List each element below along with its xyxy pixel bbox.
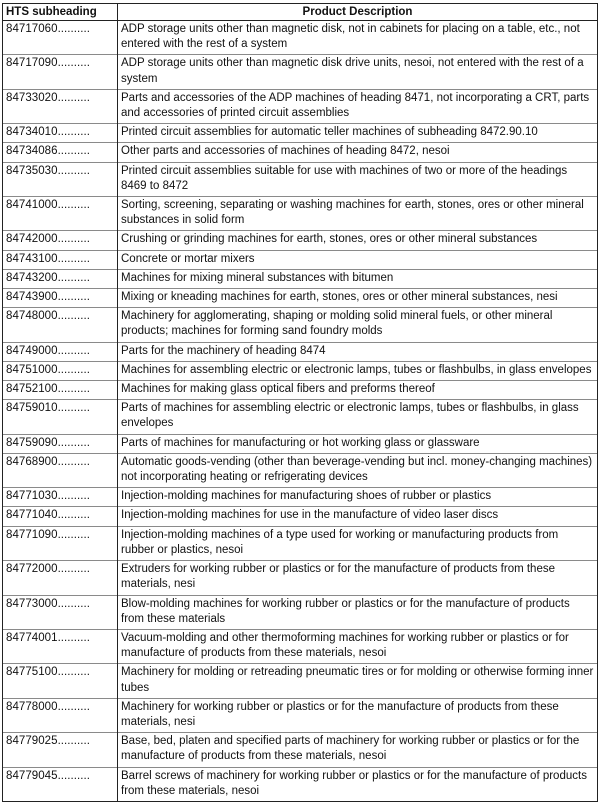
table-row	[3, 453, 598, 487]
table-row	[3, 526, 598, 560]
table-row	[3, 561, 598, 595]
product-description-cell: Barrel screws of machinery for working rubber or plastics or for the manufacture of products from these materials, nesoi	[118, 767, 598, 801]
hts-code-cell: 84743900..........	[3, 289, 118, 308]
product-description-cell: Concrete or mortar mixers	[118, 250, 598, 269]
table-row	[3, 342, 598, 361]
table-row	[3, 434, 598, 453]
table-row	[3, 308, 598, 342]
hts-code-cell: 84734010..........	[3, 124, 118, 143]
hts-code-cell: 84771040..........	[3, 507, 118, 526]
product-description-cell: Mixing or kneading machines for earth, stones, ores or other mineral substances, nesi	[118, 289, 598, 308]
hts-code-cell: 84752100..........	[3, 381, 118, 400]
product-description-cell: Blow-molding machines for working rubber or plastics or for the manufacture of products from these materials	[118, 595, 598, 629]
hts-code-cell: 84743200..........	[3, 269, 118, 288]
product-description-cell: Machines for assembling electric or electronic lamps, tubes or flashbulbs, in glass envelopes	[118, 361, 598, 380]
table-row	[3, 289, 598, 308]
hts-document	[2, 3, 597, 802]
product-description-cell: Machinery for agglomerating, shaping or molding solid mineral fuels, or other mineral products; machines for forming sand foundry molds	[118, 308, 598, 342]
hts-code-cell: 84759090..........	[3, 434, 118, 453]
table-row	[3, 595, 598, 629]
hts-code-cell: 84717090..........	[3, 55, 118, 89]
hts-code-cell: 84748000..........	[3, 308, 118, 342]
hts-table	[2, 3, 598, 802]
table-row	[3, 488, 598, 507]
hts-code-cell: 84733020..........	[3, 89, 118, 123]
hts-code-cell: 84775100..........	[3, 664, 118, 698]
product-description-cell: Vacuum-molding and other thermoforming machines for working rubber or plastics or for manufacture of products from these materials, nesoi	[118, 629, 598, 663]
table-row	[3, 507, 598, 526]
hts-code-cell: 84734086..........	[3, 143, 118, 162]
hts-code-cell: 84749000..........	[3, 342, 118, 361]
product-description-cell: Injection-molding machines for manufacturing shoes of rubber or plastics	[118, 488, 598, 507]
product-description-cell: Automatic goods-vending (other than beverage-vending but incl. money-changing machines) not incorporating heating or refrigerating devices	[118, 453, 598, 487]
hts-code-cell: 84759010..........	[3, 400, 118, 434]
hts-code-cell: 84772000..........	[3, 561, 118, 595]
product-description-cell: Parts of machines for manufacturing or hot working glass or glassware	[118, 434, 598, 453]
table-row	[3, 269, 598, 288]
product-description-cell: Machinery for working rubber or plastics or for the manufacture of products from these materials, nesi	[118, 698, 598, 732]
table-row	[3, 400, 598, 434]
table-row	[3, 197, 598, 231]
table-row	[3, 361, 598, 380]
product-description-cell: Parts for the machinery of heading 8474	[118, 342, 598, 361]
hts-code-cell: 84741000..........	[3, 197, 118, 231]
table-row	[3, 231, 598, 250]
product-description-cell: ADP storage units other than magnetic disk drive units, nesoi, not entered with the rest of a system	[118, 55, 598, 89]
table-row	[3, 250, 598, 269]
hts-code-cell: 84717060..........	[3, 21, 118, 55]
hts-code-cell: 84773000..........	[3, 595, 118, 629]
product-description-cell: Injection-molding machines of a type used for working or manufacturing products from rubber or plastics, nesoi	[118, 526, 598, 560]
table-header-row	[3, 4, 598, 21]
product-description-cell: Injection-molding machines for use in the manufacture of video laser discs	[118, 507, 598, 526]
product-description-cell: Parts and accessories of the ADP machines of heading 8471, not incorporating a CRT, parts and accessories of printed circuit assemblies	[118, 89, 598, 123]
hts-code-cell: 84771030..........	[3, 488, 118, 507]
table-row	[3, 21, 598, 55]
hts-code-cell: 84735030..........	[3, 162, 118, 196]
column-header-product-description: Product Description	[118, 4, 598, 21]
table-row	[3, 629, 598, 663]
product-description-cell: Crushing or grinding machines for earth, stones, ores or other mineral substances	[118, 231, 598, 250]
table-row	[3, 124, 598, 143]
hts-code-cell: 84779045..........	[3, 767, 118, 801]
hts-code-cell: 84751000..........	[3, 361, 118, 380]
table-row	[3, 381, 598, 400]
table-row	[3, 143, 598, 162]
product-description-cell: Printed circuit assemblies for automatic teller machines of subheading 8472.90.10	[118, 124, 598, 143]
table-row	[3, 664, 598, 698]
product-description-cell: Printed circuit assemblies suitable for use with machines of two or more of the headings 8469 to 8472	[118, 162, 598, 196]
hts-code-cell: 84771090..........	[3, 526, 118, 560]
hts-code-cell: 84768900..........	[3, 453, 118, 487]
table-row	[3, 162, 598, 196]
product-description-cell: ADP storage units other than magnetic disk, not in cabinets for placing on a table, etc., not entered with the rest of a system	[118, 21, 598, 55]
hts-code-cell: 84742000..........	[3, 231, 118, 250]
product-description-cell: Machinery for molding or retreading pneumatic tires or for molding or otherwise forming inner tubes	[118, 664, 598, 698]
table-row	[3, 55, 598, 89]
product-description-cell: Other parts and accessories of machines of heading 8472, nesoi	[118, 143, 598, 162]
table-row	[3, 767, 598, 801]
table-row	[3, 698, 598, 732]
product-description-cell: Machines for making glass optical fibers and preforms thereof	[118, 381, 598, 400]
hts-code-cell: 84778000..........	[3, 698, 118, 732]
product-description-cell: Parts of machines for assembling electric or electronic lamps, tubes or flashbulbs, in glass envelopes	[118, 400, 598, 434]
hts-code-cell: 84779025..........	[3, 733, 118, 767]
hts-code-cell: 84743100..........	[3, 250, 118, 269]
product-description-cell: Base, bed, platen and specified parts of machinery for working rubber or plastics or for the manufacture of products from these materials, nesoi	[118, 733, 598, 767]
hts-code-cell: 84774001..........	[3, 629, 118, 663]
table-row	[3, 733, 598, 767]
product-description-cell: Sorting, screening, separating or washing machines for earth, stones, ores or other mineral substances in solid form	[118, 197, 598, 231]
product-description-cell: Machines for mixing mineral substances with bitumen	[118, 269, 598, 288]
column-header-hts-subheading: HTS subheading	[3, 4, 118, 21]
product-description-cell: Extruders for working rubber or plastics or for the manufacture of products from these materials, nesi	[118, 561, 598, 595]
table-row	[3, 89, 598, 123]
